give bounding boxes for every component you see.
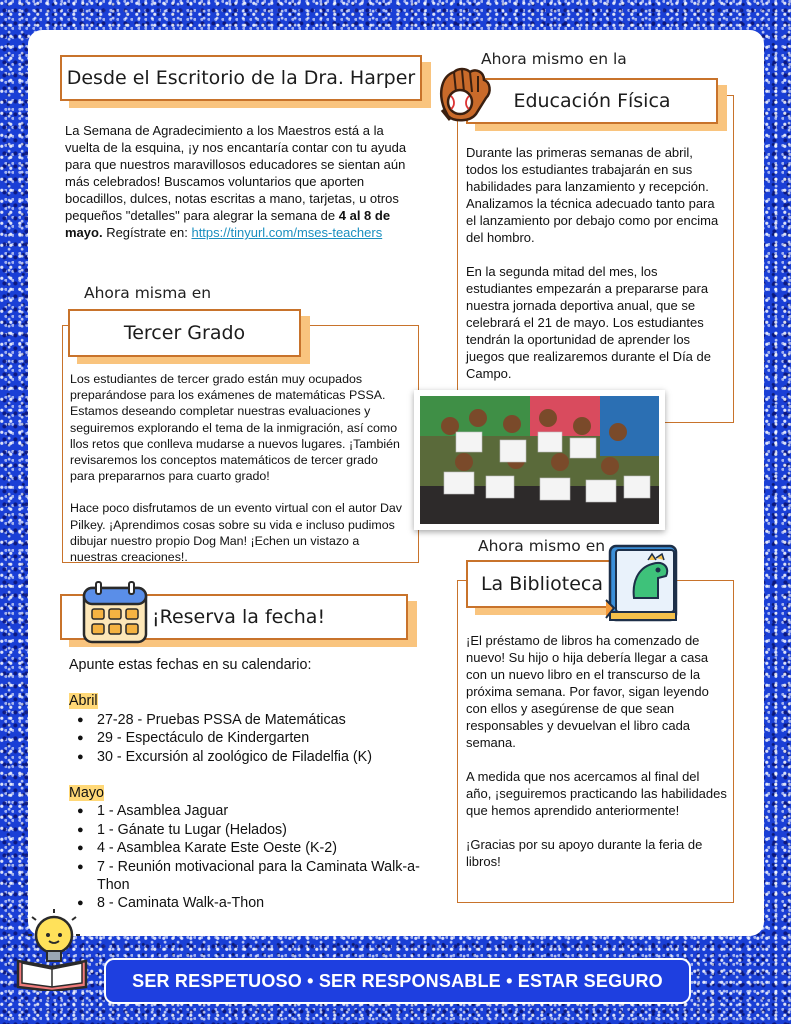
april-label: Abril (69, 693, 98, 710)
third-kicker: Ahora misma en (84, 284, 212, 302)
dates-content (69, 656, 429, 913)
students-photo (414, 390, 665, 530)
may-list (69, 802, 429, 912)
signup-link[interactable]: https://tinyurl.com/mses-teachers (191, 225, 383, 240)
april-list (69, 711, 429, 766)
list-item: ● 29 - Espectáculo de Kindergarten (69, 729, 429, 747)
list-item: ● 1 - Gánate tu Lugar (Helados) (69, 821, 429, 839)
list-item: ● 1 - Asamblea Jaguar (69, 802, 429, 820)
library-kicker: Ahora mismo en (478, 537, 606, 555)
library-title: La Biblioteca (466, 560, 618, 608)
may-label: Mayo (69, 785, 104, 802)
list-item: ● 8 - Caminata Walk-a-Thon (69, 894, 429, 912)
library-text: ¡El préstamo de libros ha comenzado de nuevo! Su hijo o hija debería llegar a casa con un nuevo libro en el transcurso de la próxima semana. Por favor, sigan leyendo con ellos y asegúrense de que sean responsables y devuelvan el libro cada semana. A medida que nos acercamos al final del año, ¡seguiremos practicando las habilidades que hemos aprendido anteriormente! ¡Gracias por su apoyo durante la feria de libros! (466, 633, 727, 869)
third-text: Los estudiantes de tercer grado están muy ocupados preparándose para los exámenes de matemáticas PSSA. Estamos deseando completar nuestras evaluaciones y seguiremos explorando el tema de la inmigración, así como llos retos que conlleva mudarse a nuevos lugares. ¡También revisaremos los conceptos matemáticos de tercer grado para prepararnos para cuarto grado! Hace poco disfrutamos de un evento virtual con el autor Dav Pilkey. ¡Aprendimos cosas sobre su vida e incluso pudimos dibujar nuestro propio Dog Man! ¡Echen un vistazo a nuestras creaciones!. (70, 372, 402, 565)
principal-text: La Semana de Agradecimiento a los Maestros está a la vuelta de la esquina, ¡y nos encantaría contar con tu ayuda para que nuestros maravillosos educadores se sientan aún más celebrados! Buscamos voluntarios que aporten bocadillos, dulces, notas escritas a mano, tarjetas, u otros pequeños "detalles" para alegrar la semana de 4 al 8 de mayo. Regístrate en: https://tinyurl.com/mses-teachers (65, 123, 407, 240)
third-title: Tercer Grado (68, 309, 301, 357)
list-item: ● 27-28 - Pruebas PSSA de Matemáticas (69, 711, 429, 729)
principal-title (60, 55, 422, 101)
footer-text: SER RESPETUOSO • SER RESPONSABLE • ESTAR SEGURO (132, 970, 663, 991)
pe-kicker: Ahora mismo en la (481, 50, 627, 68)
calendar-icon (80, 580, 150, 646)
principal-dates: 4 al 8 de mayo. (65, 208, 391, 240)
list-item: ● 30 - Excursión al zoológico de Filadelfia (K) (69, 748, 429, 766)
book-dinosaur-icon (604, 538, 686, 626)
principal-title-text: Desde el Escritorio de la Dra. Harper (66, 67, 416, 89)
list-item: ● 7 - Reunión motivacional para la Caminata Walk-a-Thon (69, 858, 429, 895)
dates-title: ¡Reserva la fecha! (60, 594, 408, 640)
list-item: ● 4 - Asamblea Karate Este Oeste (K-2) (69, 839, 429, 857)
dates-intro: Apunte estas fechas en su calendario: (69, 657, 312, 673)
lightbulb-book-icon (12, 905, 92, 991)
pe-title: Educación Física (466, 78, 718, 124)
pe-text: Durante las primeras semanas de abril, todos los estudiantes trabajarán en sus habilidades para lanzamiento y recepción. Analizamos la técnica adecuado tanto para el lanzamiento por debajo como por encima del hombro. En la segunda mitad del mes, los estudiantes empezarán a prepararse para nuestra jornada deportiva anual, que se celebrará el 21 de mayo. Los estudiantes tendrán la oportunidad de aprender los juegos que realizaremos durante el Día de Campo. (466, 145, 719, 381)
footer-banner (104, 958, 691, 1004)
baseball-glove-icon (432, 62, 498, 128)
